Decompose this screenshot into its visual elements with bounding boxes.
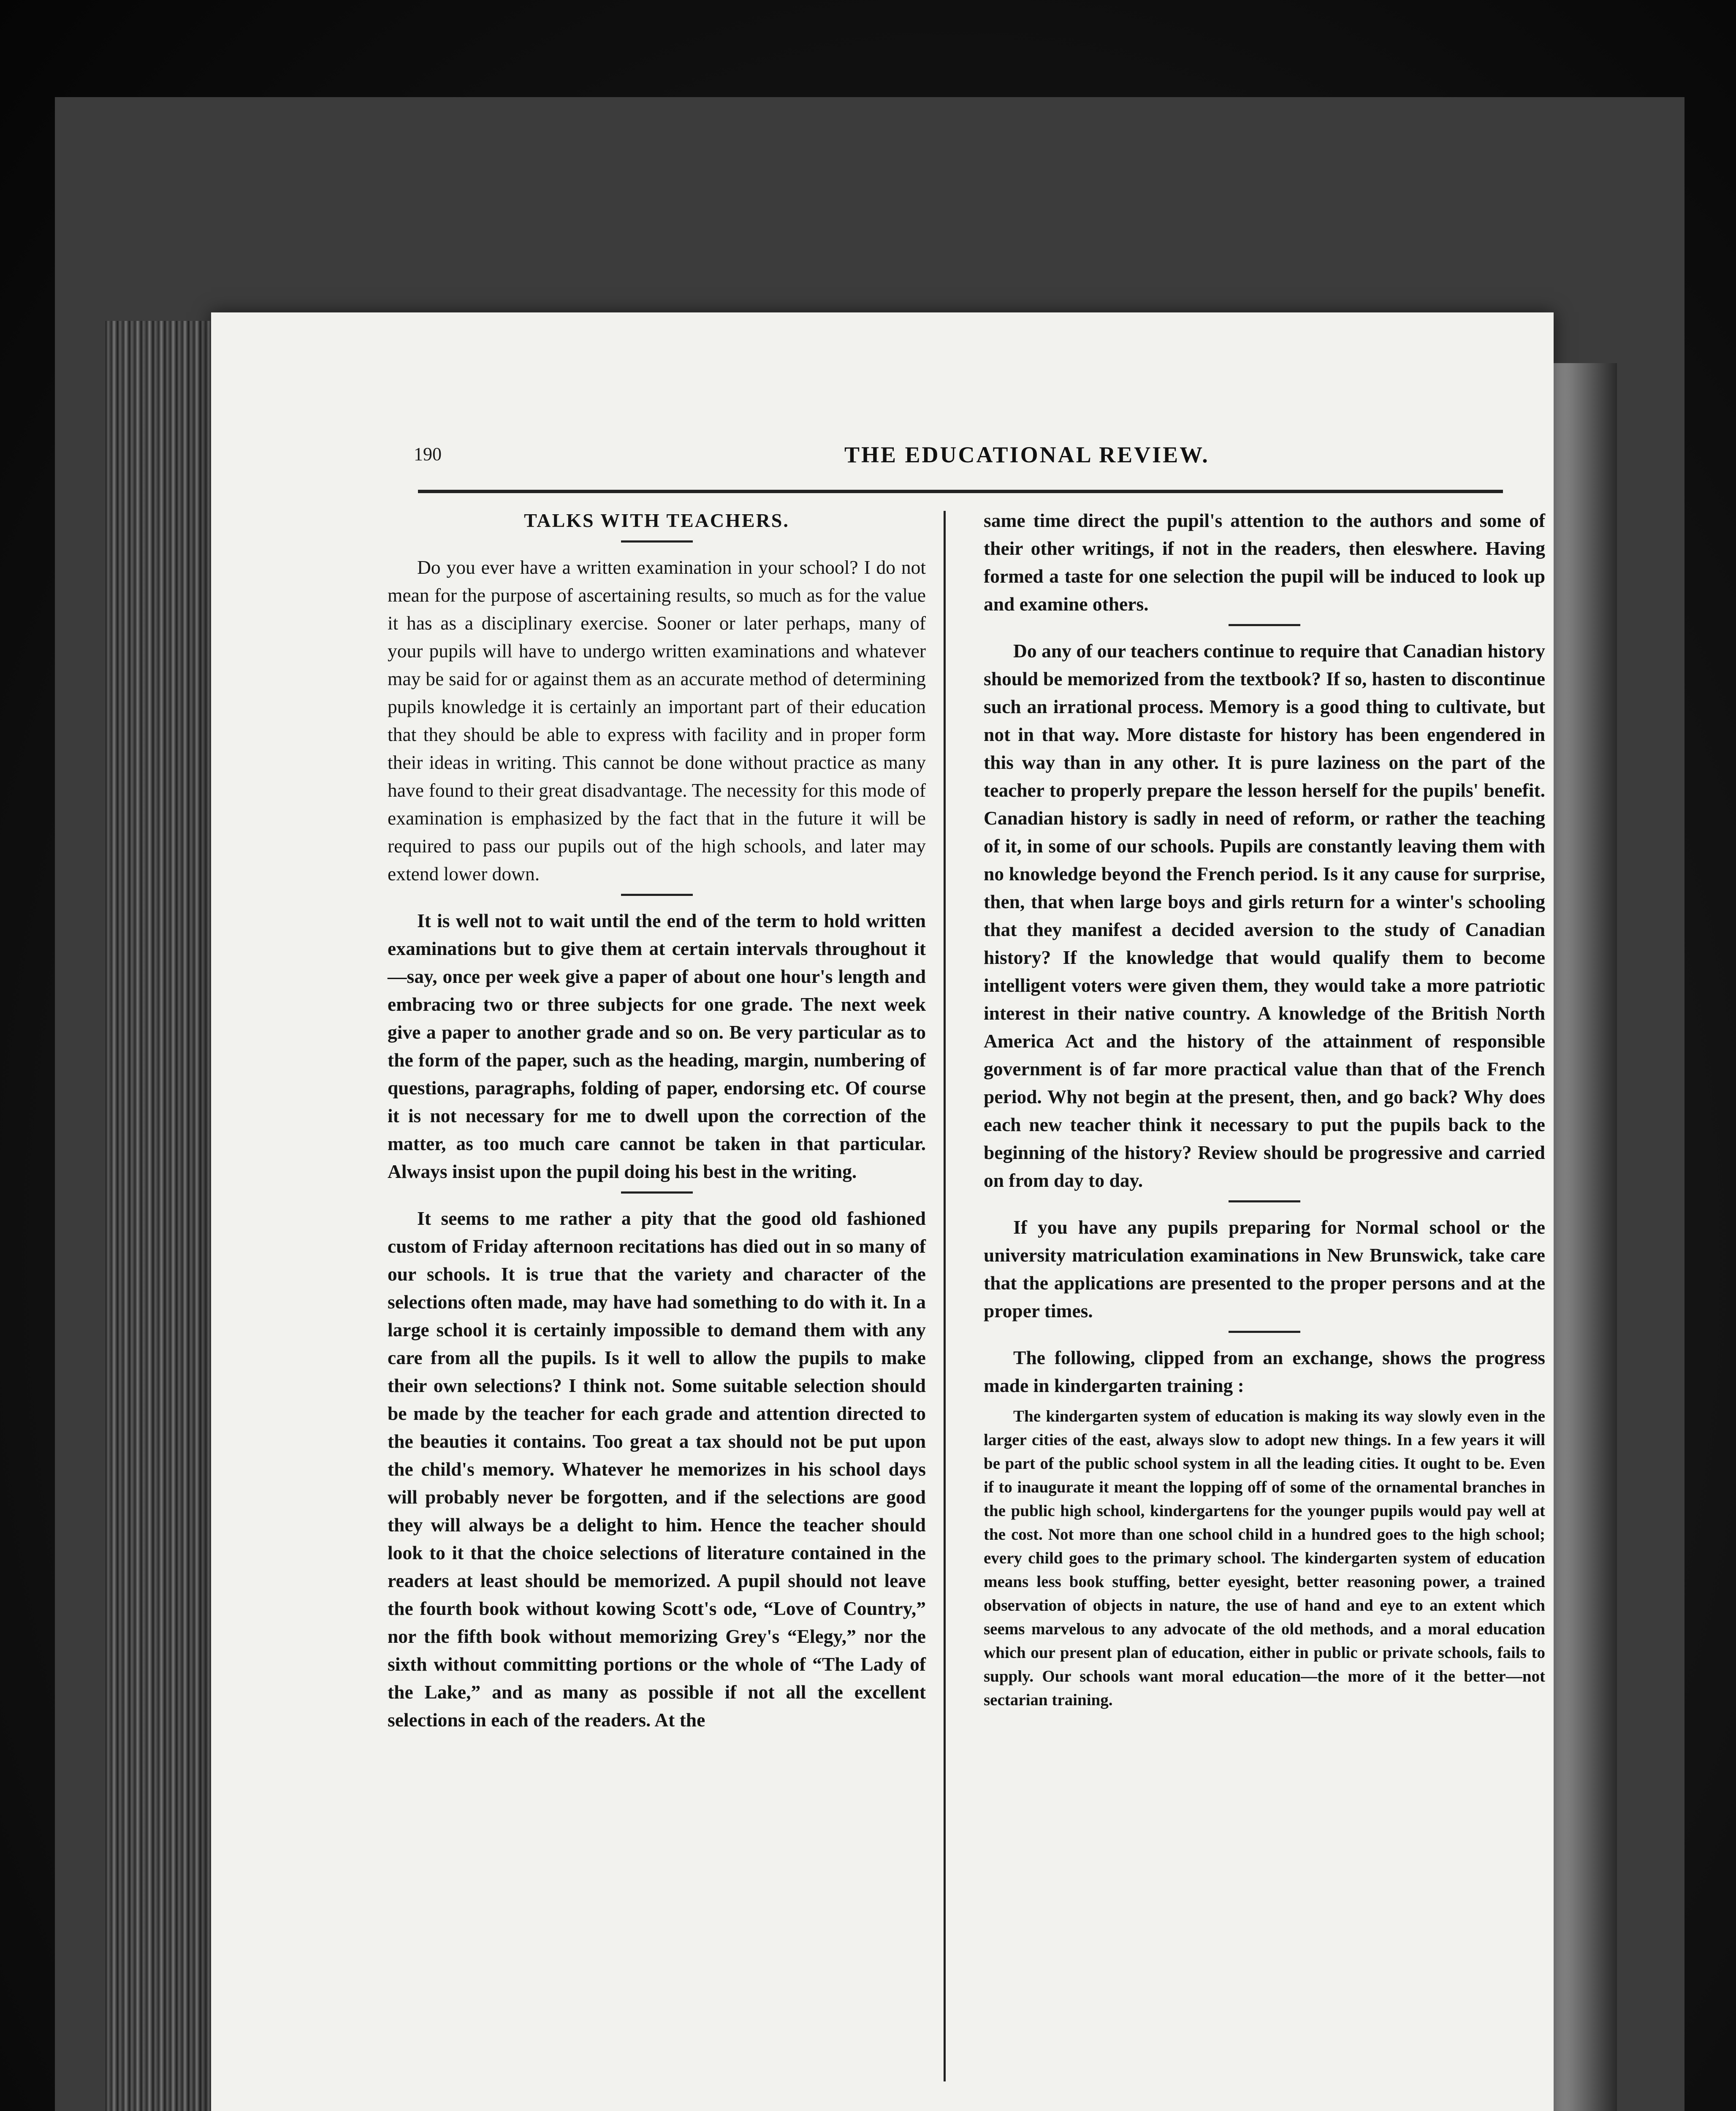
- right-column: [984, 507, 1545, 1712]
- section-rule: [1229, 1200, 1300, 1202]
- paragraph: Do you ever have a written examination in your school? I do not mean for the purpose of ascertaining results, so much as for the value it has as a disciplinary exercise. Sooner or later perhaps, many of your pupils will have to undergo written examinations and whatever may be said for or against them as an accurate method of determining pupils knowledge it is certainly an important part of their education that they should be able to express with facility and in proper form their ideas in writing. This cannot be done without practice as many have found to their great disadvantage. The necessity for this mode of examination is emphasized by the fact that in the future it will be required to pass our pupils out of the high schools, and later may extend lower down.: [388, 556, 926, 885]
- article-title: TALKS WITH TEACHERS.: [524, 510, 789, 531]
- section-rule: [621, 1191, 693, 1194]
- paragraph: The following, clipped from an exchange, shows the progress made in kindergarten training :: [984, 1347, 1545, 1396]
- paragraph: Do any of our teachers continue to require that Canadian history should be memorized from the textbook? If so, hasten to discontinue such an irrational process. Memory is a good thing to cultivate, but not in that way. More distaste for history has been engendered in this way than in any other. It is pure laziness on the part of the teacher to properly prepare the lesson herself for the pupils' benefit. Canadian history is sadly in need of reform, or rather the teaching of it, in some of our schools. Pupils are constantly leaving them with no knowledge beyond the French period. Is it any cause for surprise, then, that when large boys and girls return for a winter's schooling that they manifest a decided aversion to the study of Canadian history? If the knowledge that would qualify them to become intelligent voters were given them, they would take a more patriotic interest in their native country. A knowledge of the British North America Act and the history of the attainment of responsible government is of far more practical value than that of the French period. Why not begin at the present, then, and go back? Why does each new teacher think it necessary to put the pupils back to the beginning of the history? Review should be progressive and carried on from day to day.: [984, 640, 1545, 1191]
- book-page: [211, 312, 1554, 2111]
- column-divider: [944, 511, 946, 2081]
- title-rule: [621, 540, 693, 543]
- paragraph: same time direct the pupil's attention to the authors and some of their other writings, if not in the readers, then eleswhere. Having formed a taste for one selection the pupil will be induced to look up and examine others.: [984, 510, 1545, 615]
- header-rule: [418, 490, 1503, 493]
- section-rule: [1229, 1331, 1300, 1333]
- section-rule: [621, 894, 693, 896]
- paragraph: It is well not to wait until the end of the term to hold written examinations but to give them at certain intervals throughout it—say, once per week give a paper of about one hour's length and embracing two or three subjects for one grade. The next week give a paper to another grade and so on. Be very particular as to the form of the paper, such as the heading, margin, numbering of questions, paragraphs, folding of paper, endorsing etc. Of course it is not necessary for me to dwell upon the correction of the matter, as too much care cannot be taken in that particular. Always insist upon the pupil doing his best in the writing.: [388, 910, 926, 1182]
- clipping-quote: The kindergarten system of education is making its way slowly even in the larger cities of the east, always slow to adopt new things. In a few years it will be part of the public school system in all the leading cities. It ought to be. Even if to inaugurate it meant the lopping off of some of the ornamental branches in the public high school, kindergartens for the younger pupils would pay well at the cost. Not more than one school child in a hundred goes to the high school; every child goes to the primary school. The kindergarten system of education means less book stuffing, better eyesight, better reasoning power, a trained observation of objects in nature, the use of hand and eye to an extent which seems marvelous to any advocate of the old methods, and a moral education which our present plan of education, either in public or private schools, fails to supply. Our schools want moral education—the more of it the better—not sectarian training.: [984, 1407, 1545, 1709]
- paragraph: If you have any pupils preparing for Normal school or the university matriculation examinations in New Brunswick, take care that the applications are presented to the proper persons and at the proper times.: [984, 1216, 1545, 1321]
- left-column: [388, 507, 926, 1734]
- section-rule: [1229, 624, 1300, 626]
- facing-page-shadow: [1554, 363, 1617, 2111]
- running-header-title: THE EDUCATIONAL REVIEW.: [844, 442, 1210, 467]
- page-number: 190: [414, 444, 442, 464]
- paragraph: It seems to me rather a pity that the good old fashioned custom of Friday afternoon recitations has died out in so many of our schools. It is true that the variety and character of the selections often made, may have had something to do with it. In a large school it is certainly impossible to demand them with any care from all the pupils. Is it well to allow the pupils to make their own selections? I think not. Some suitable selection should be made by the teacher for each grade and attention directed to the beauties it contains. Too great a tax should not be put upon the child's memory. Whatever he memorizes in his school days will probably never be forgotten, and if the selections are good they will always be a delight to him. Hence the teacher should look to it that the choice selections of literature contained in the readers at least should be memorized. A pupil should not leave the fourth book without kowing Scott's ode, “Love of Country,” nor the fifth book without memorizing Grey's “Elegy,” nor the sixth without committing portions or the whole of “The Lady of the Lake,” and as many as possible if not all the excellent selections in each of the readers. At the: [388, 1207, 926, 1731]
